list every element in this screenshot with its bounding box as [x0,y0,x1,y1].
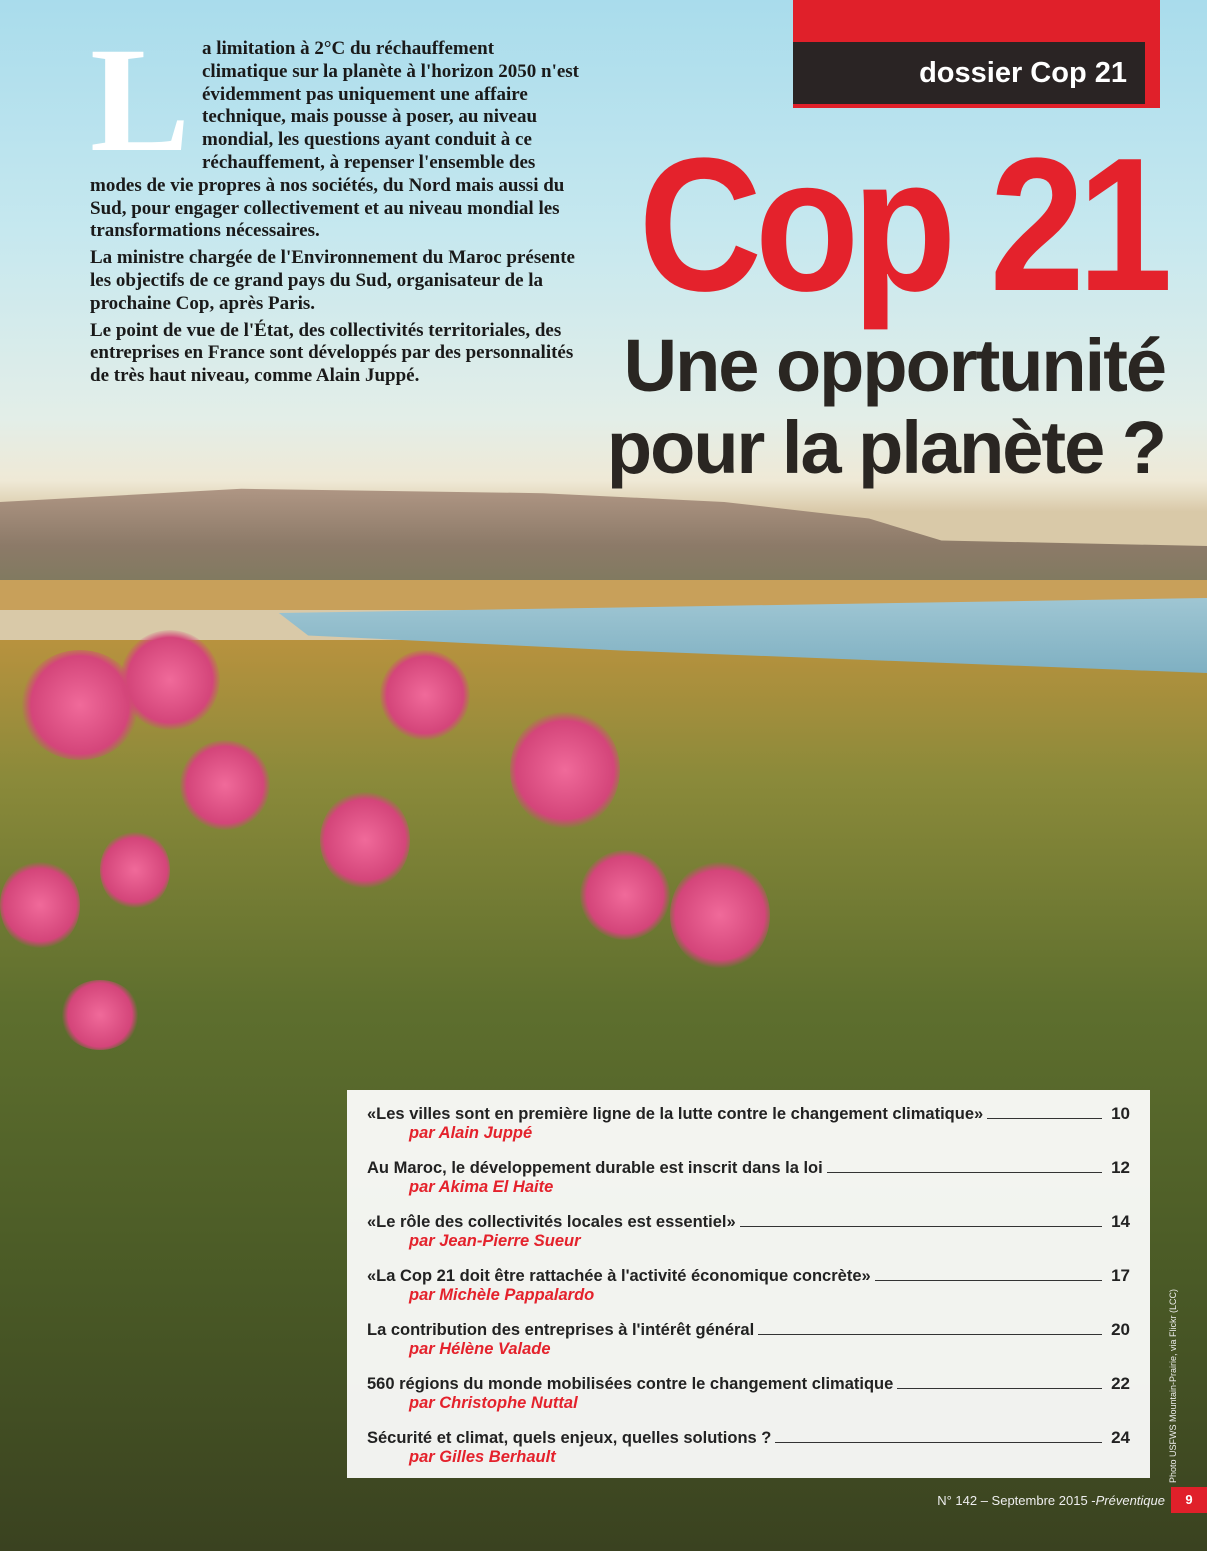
toc-page: 17 [1111,1266,1130,1285]
flower [180,740,270,830]
toc-author: par Hélène Valade [409,1340,551,1358]
toc-title: La contribution des entreprises à l'intérêt général [367,1321,755,1339]
toc-author: par Gilles Berhault [409,1448,556,1466]
flower [580,850,670,940]
flower [0,860,80,950]
flower [510,710,620,830]
page-number: 9 [1171,1487,1207,1513]
toc-page: 20 [1111,1320,1130,1339]
toc-title: «La Cop 21 doit être rattachée à l'activité économique concrète» [367,1267,871,1285]
toc-entry[interactable] [367,1152,1130,1204]
intro-paragraph: Le point de vue de l'État, des collectivités territoriales, des entreprises en France sont développés par des personnalités de très haut niveau, comme Alain Juppé. [90,319,574,387]
toc-page: 14 [1111,1212,1130,1231]
intro-text [90,38,580,392]
flower [670,860,770,970]
subheadline-line: Une opportunité [623,324,1165,407]
toc-title: 560 régions du monde mobilisées contre le changement climatique [367,1375,894,1393]
leader-line [740,1226,1102,1227]
intro-paragraph: a limitation à 2°C du réchauffement climatique sur la planète à l'horizon 2050 n'est évidemment pas uniquement une affaire technique, mais pousse à poser, au niveau mondial, les questions ayant conduit à ce réchauffement, à repenser l'ensemble des modes de vie propres à nos sociétés, du Nord mais aussi du Sud, pour engager collectivement et au niveau mondial les transformations nécessaires. [90,38,580,242]
intro-paragraph: La ministre chargée de l'Environnement du Maroc présente les objectifs de ce grand pays du Sud, organisateur de la prochaine Cop, après Paris. [90,247,575,314]
leader-line [827,1172,1102,1173]
leader-line [875,1280,1102,1281]
leader-line [897,1388,1102,1389]
toc-author: par Christophe Nuttal [409,1394,578,1412]
issue-info: N° 142 – Septembre 2015 - [937,1492,1096,1508]
flower [380,650,470,740]
toc-page: 12 [1111,1158,1130,1177]
toc-entry[interactable] [367,1368,1130,1420]
table-of-contents [347,1090,1150,1478]
flower [100,830,170,910]
toc-entry[interactable] [367,1260,1130,1312]
leader-line [987,1118,1102,1119]
toc-title: Au Maroc, le développement durable est inscrit dans la loi [367,1159,823,1177]
toc-title: «Les villes sont en première ligne de la lutte contre le changement climatique» [367,1105,984,1123]
subheadline-line: pour la planète ? [606,406,1165,489]
section-banner: dossier Cop 21 [793,42,1145,104]
headline: Cop 21 [638,119,1165,331]
drop-cap: L [90,40,191,165]
flower [320,790,410,890]
toc-entry[interactable] [367,1206,1130,1258]
subheadline [595,325,1165,489]
toc-title: «Le rôle des collectivités locales est essentiel» [367,1213,736,1231]
toc-author: par Jean-Pierre Sueur [409,1232,581,1250]
toc-entry[interactable] [367,1314,1130,1366]
magazine-name: Préventique [1095,1492,1165,1508]
toc-entry[interactable] [367,1422,1130,1474]
leader-line [775,1442,1102,1443]
page-footer [937,1487,1207,1513]
toc-page: 24 [1111,1428,1130,1447]
photo-credit: Photo USFWS Mountain-Prairie, via Flickr (LCC) [1168,1288,1178,1483]
leader-line [758,1334,1102,1335]
toc-page: 22 [1111,1374,1130,1393]
toc-author: par Alain Juppé [409,1124,533,1142]
toc-title: Sécurité et climat, quels enjeux, quelles solutions ? [367,1429,772,1447]
toc-entry[interactable] [367,1098,1130,1150]
flower [120,630,220,730]
toc-author: par Akima El Haite [409,1178,554,1196]
toc-author: par Michèle Pappalardo [409,1286,595,1304]
flower [60,980,140,1050]
toc-page: 10 [1111,1104,1130,1123]
